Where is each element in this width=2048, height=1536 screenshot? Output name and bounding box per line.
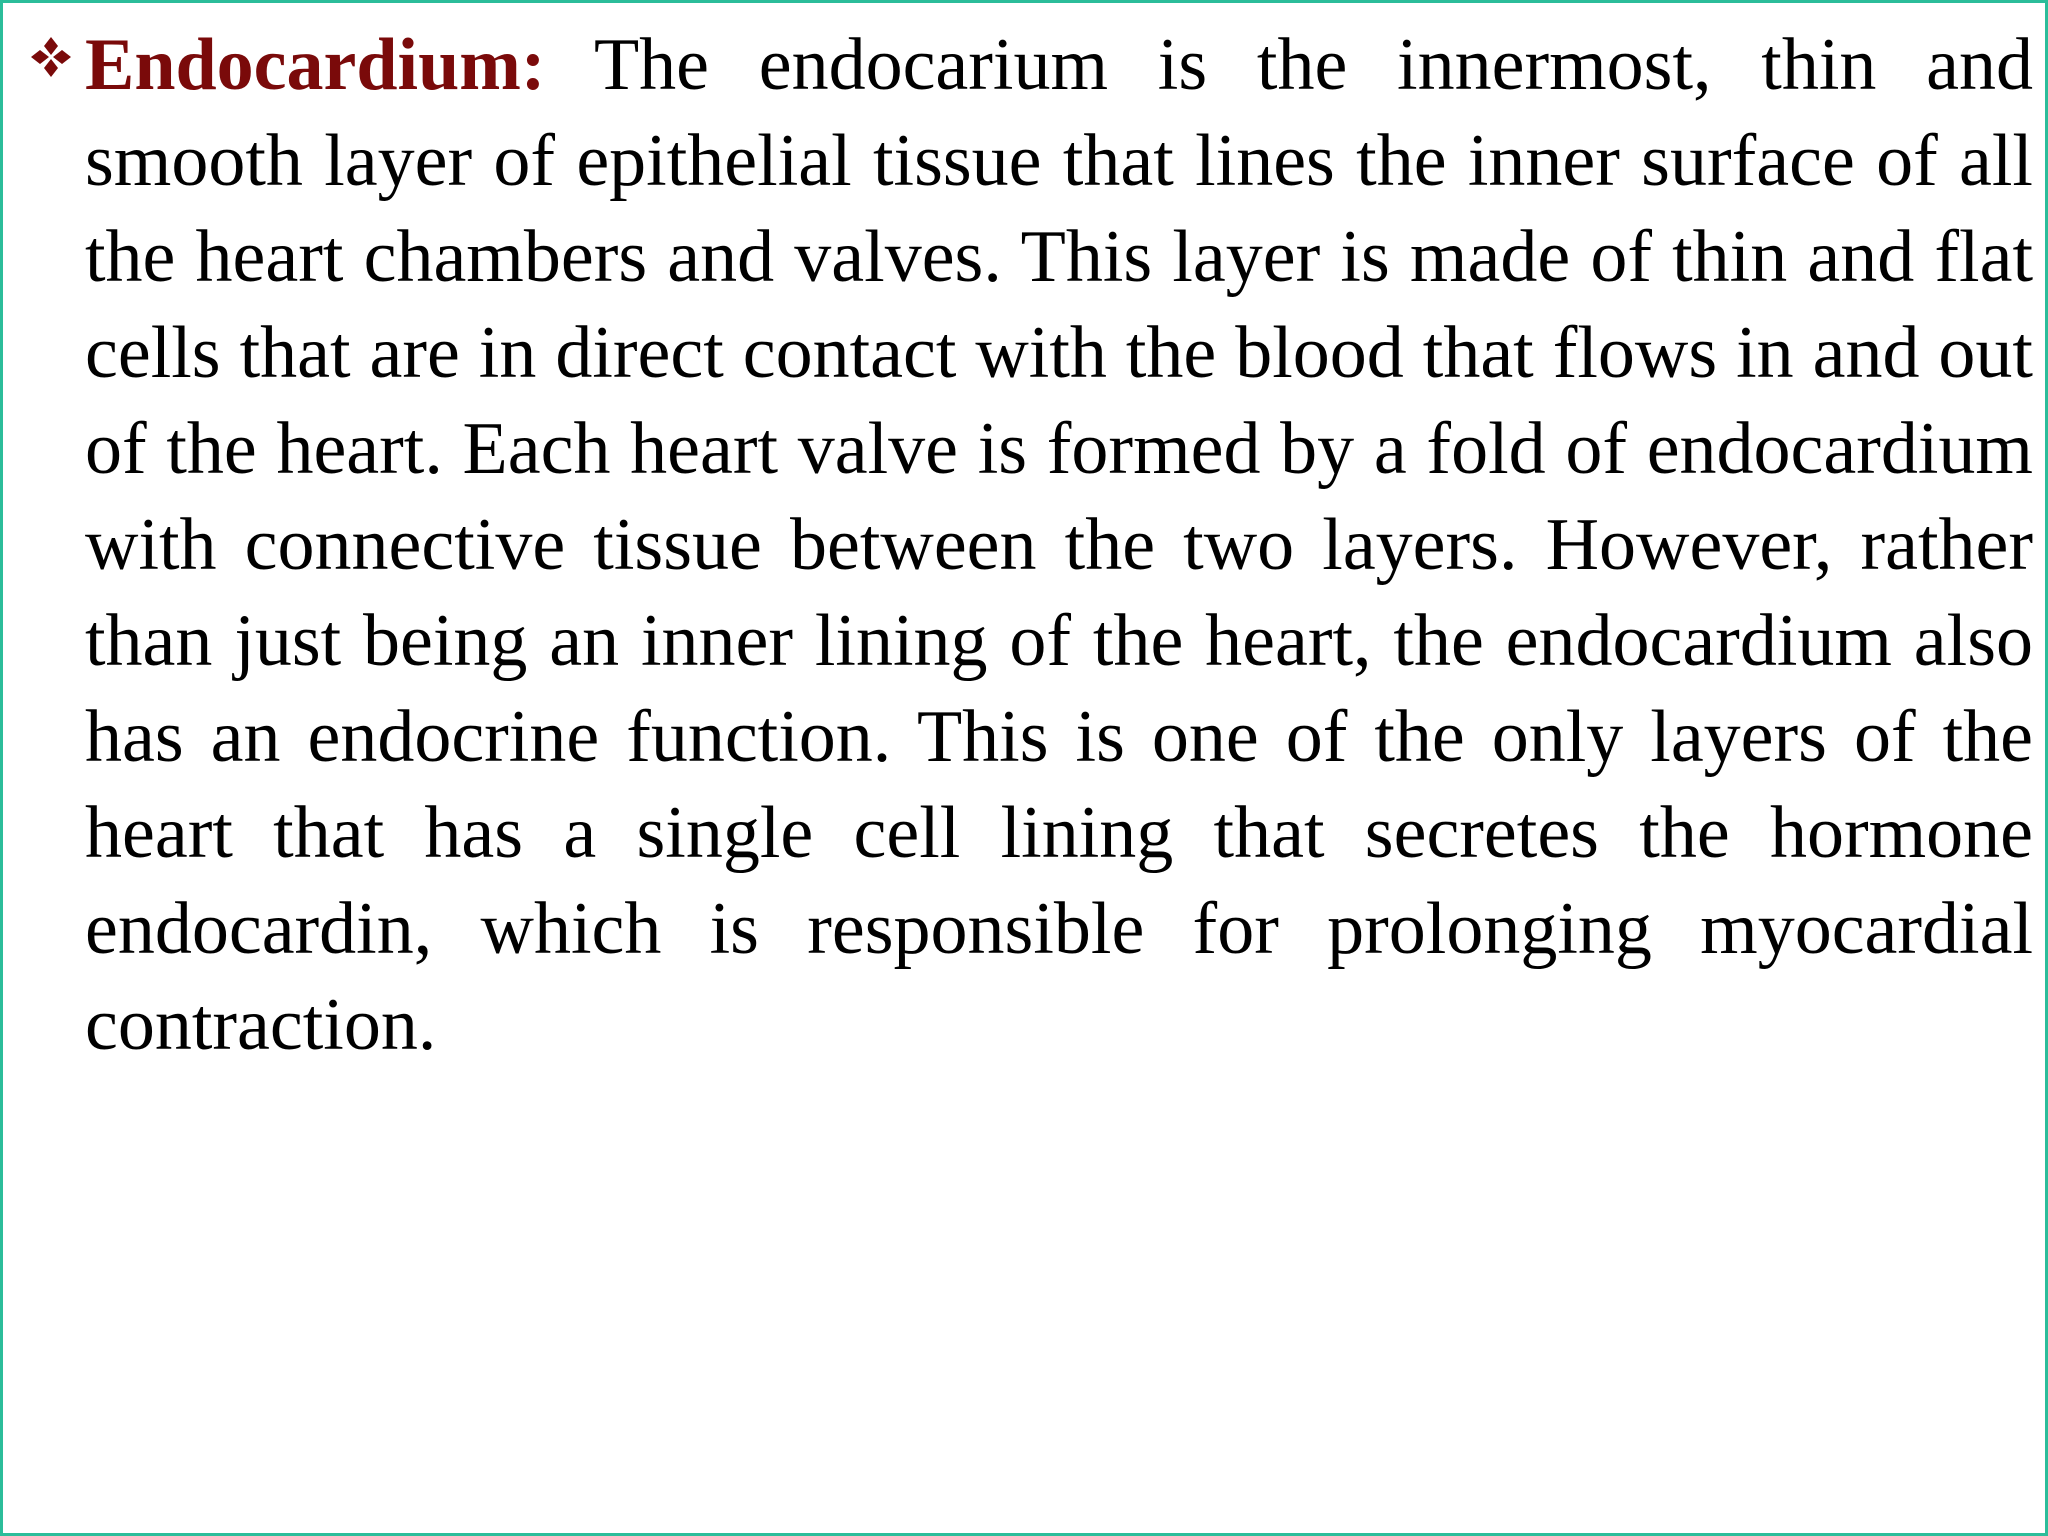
- bullet-paragraph: [85, 17, 2033, 1073]
- term-definition: The endocarium is the innermost, thin and smooth layer of epithelial tissue that lines the inner surface of all the heart chambers and valves. This layer is made of thin and flat cells that are in direct contact with the blood that flows in and out of the heart. Each heart valve is formed by a fold of endocardium with connective tissue between the two layers. However, rather than just being an inner lining of the heart, the endocardium also has an endocrine function. This is one of the only layers of the heart that has a single cell lining that secretes the hormone endocardin, which is responsible for prolonging myocardial contraction.: [85, 24, 2033, 1066]
- four-diamond-bullet-icon: [29, 35, 73, 79]
- term-heading: Endocardium:: [85, 24, 546, 106]
